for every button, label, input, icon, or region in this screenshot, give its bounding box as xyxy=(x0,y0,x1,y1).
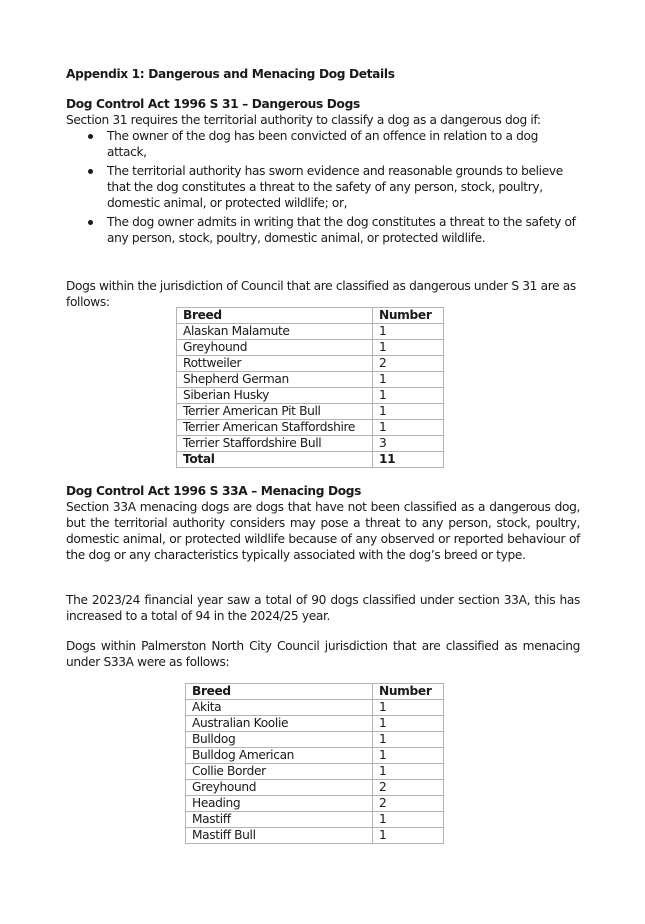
number-cell: 1 xyxy=(373,404,444,420)
number-cell: 1 xyxy=(373,732,444,748)
breed-cell: Shepherd German xyxy=(177,372,373,388)
table-row xyxy=(177,324,444,340)
table-row xyxy=(186,748,444,764)
total-value: 11 xyxy=(373,452,444,468)
bullet-icon xyxy=(88,169,93,174)
breed-cell: Collie Border xyxy=(186,764,373,780)
number-cell: 1 xyxy=(373,340,444,356)
table-row xyxy=(177,372,444,388)
table-row xyxy=(186,812,444,828)
number-cell: 1 xyxy=(373,748,444,764)
table-row xyxy=(186,780,444,796)
menacing-stats-paragraph: The 2023/24 financial year saw a total of 90 dogs classified under section 33A, this has increased to a total of 94 in the 2024/25 year. xyxy=(66,593,580,623)
breed-cell: Terrier American Staffordshire xyxy=(177,420,373,436)
breed-cell: Akita xyxy=(186,700,373,716)
breed-cell: Heading xyxy=(186,796,373,812)
section-31-heading: Dog Control Act 1996 S 31 – Dangerous Dogs xyxy=(66,97,360,111)
dangerous-dogs-table xyxy=(176,307,444,468)
section-31-intro: Section 31 requires the territorial authority to classify a dog as a dangerous dog if: xyxy=(66,113,541,127)
table-row xyxy=(186,732,444,748)
table-row xyxy=(177,404,444,420)
table-row xyxy=(177,388,444,404)
breed-cell: Bulldog American xyxy=(186,748,373,764)
breed-cell: Terrier Staffordshire Bull xyxy=(177,436,373,452)
table-row xyxy=(177,340,444,356)
breed-cell: Siberian Husky xyxy=(177,388,373,404)
menacing-table-intro: Dogs within Palmerston North City Council jurisdiction that are classified as menacing under S33A were as follows: xyxy=(66,639,580,669)
criteria-item xyxy=(66,163,580,211)
criteria-text: The dog owner admits in writing that the dog constitutes a threat to the safety of any person, stock, poultry, domestic animal, or protected wildlife. xyxy=(107,215,576,245)
table-row xyxy=(177,420,444,436)
table-header-row xyxy=(186,684,444,700)
breed-cell: Terrier American Pit Bull xyxy=(177,404,373,420)
criteria-text: The territorial authority has sworn evidence and reasonable grounds to believe that the dog constitutes a threat to the safety of any person, stock, poultry, domestic animal, or protected wildlife; or, xyxy=(107,164,563,210)
table-row xyxy=(186,716,444,732)
bullet-icon xyxy=(88,220,93,225)
header-breed: Breed xyxy=(177,308,373,324)
number-cell: 1 xyxy=(373,812,444,828)
total-label: Total xyxy=(177,452,373,468)
appendix-title: Appendix 1: Dangerous and Menacing Dog Details xyxy=(66,67,395,81)
table-row xyxy=(186,764,444,780)
table-row xyxy=(177,436,444,452)
breed-cell: Greyhound xyxy=(186,780,373,796)
bullet-icon xyxy=(88,134,93,139)
section-33a-intro: Section 33A menacing dogs are dogs that have not been classified as a dangerous dog, but the territorial authority considers may pose a threat to any person, stock, poultry, domestic animal, or protected wildlife because of any observed or reported behaviour of the dog or any characteristics typically associated with the dog’s breed or type. xyxy=(66,500,580,562)
section-31-criteria-list xyxy=(66,128,580,249)
number-cell: 1 xyxy=(373,420,444,436)
table-total-row xyxy=(177,452,444,468)
number-cell: 1 xyxy=(373,324,444,340)
table-row xyxy=(177,356,444,372)
number-cell: 1 xyxy=(373,372,444,388)
number-cell: 1 xyxy=(373,764,444,780)
table-row xyxy=(186,828,444,844)
number-cell: 2 xyxy=(373,780,444,796)
dangerous-table-intro: Dogs within the jurisdiction of Council that are classified as dangerous under S 31 are as follows: xyxy=(66,279,576,309)
table-header-row xyxy=(177,308,444,324)
breed-cell: Australian Koolie xyxy=(186,716,373,732)
number-cell: 3 xyxy=(373,436,444,452)
table-row xyxy=(186,796,444,812)
section-33a-heading: Dog Control Act 1996 S 33A – Menacing Dogs xyxy=(66,484,362,498)
number-cell: 2 xyxy=(373,356,444,372)
breed-cell: Alaskan Malamute xyxy=(177,324,373,340)
breed-cell: Mastiff Bull xyxy=(186,828,373,844)
breed-cell: Greyhound xyxy=(177,340,373,356)
menacing-dogs-table xyxy=(185,683,444,844)
number-cell: 1 xyxy=(373,716,444,732)
breed-cell: Bulldog xyxy=(186,732,373,748)
table-row xyxy=(186,700,444,716)
header-number: Number xyxy=(373,308,444,324)
number-cell: 2 xyxy=(373,796,444,812)
header-breed: Breed xyxy=(186,684,373,700)
breed-cell: Mastiff xyxy=(186,812,373,828)
criteria-text: The owner of the dog has been convicted of an offence in relation to a dog attack, xyxy=(107,129,538,159)
breed-cell: Rottweiler xyxy=(177,356,373,372)
number-cell: 1 xyxy=(373,388,444,404)
criteria-item xyxy=(66,128,580,160)
header-number: Number xyxy=(373,684,444,700)
criteria-item xyxy=(66,214,580,246)
number-cell: 1 xyxy=(373,700,444,716)
number-cell: 1 xyxy=(373,828,444,844)
